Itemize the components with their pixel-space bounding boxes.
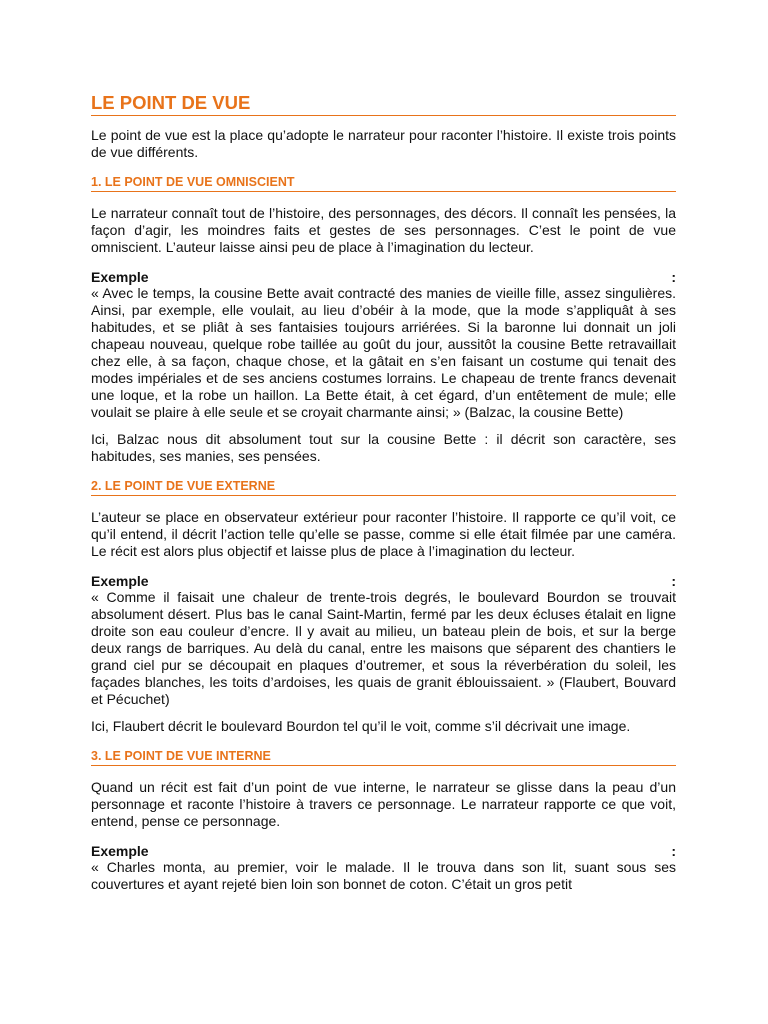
example-label: Exemple	[91, 843, 149, 859]
example-label-row	[91, 269, 676, 285]
section-heading: 3. LE POINT DE VUE INTERNE	[91, 749, 676, 766]
document-page	[91, 92, 676, 903]
intro-paragraph: Le point de vue est la place qu’adopte le narrateur pour raconter l’histoire. Il existe trois points de vue différents.	[91, 127, 676, 160]
section-externe	[91, 479, 676, 735]
example-label-row	[91, 843, 676, 859]
section-comment: Ici, Flaubert décrit le boulevard Bourdon tel qu’il le voit, comme s’il décrivait une image.	[91, 718, 631, 734]
page-title: LE POINT DE VUE	[91, 92, 676, 116]
example-label: Exemple	[91, 573, 149, 589]
section-description: Quand un récit est fait d’un point de vue interne, le narrateur se glisse dans la peau d’un personnage et raconte l’histoire à travers ce personnage. Le narrateur rapporte ce que voit, entend, pense ce personnage.	[91, 779, 676, 829]
example-quote: « Comme il faisait une chaleur de trente-trois degrés, le boulevard Bourdon se trouvait absolument désert. Plus bas le canal Saint-Martin, fermé par les deux écluses étalait en ligne droite son eau couleur d’encre. Il y avait au milieu, un bateau plein de bois, et sur la berge deux rangs de barriques. Au delà du canal, entre les maisons que séparent des chantiers le grand ciel pur se découpait en plaques d’outremer, et sous la réverbération du soleil, les façades blanches, les toits d’ardoises, les quais de granit éblouissaient. » (Flaubert, Bouvard et Pécuchet)	[91, 589, 676, 707]
example-label: Exemple	[91, 269, 149, 285]
section-omniscient	[91, 175, 676, 465]
section-description: L’auteur se place en observateur extérieur pour raconter l’histoire. Il rapporte ce qu’il voit, ce qu’il entend, il décrit l’action telle qu’elle se passe, comme si elle était filmée par une caméra. Le récit est alors plus objectif et laisse plus de place à l’imagination du lecteur.	[91, 509, 676, 559]
example-quote: « Avec le temps, la cousine Bette avait contracté des manies de vieille fille, assez singulières. Ainsi, par exemple, elle voulait, au lieu d’obéir à la mode, que la mode s’appliquât à ses habitudes, et se pliât à ses fantaisies toujours arriérées. Si la baronne lui donnait un joli chapeau nouveau, quelque robe taillée au goût du jour, aussitôt la cousine Bette retravaillait chez elle, à sa façon, chaque chose, et la gâtait en s’en faisant un costume qui tenait des modes impériales et de ses anciens costumes lorrains. Le chapeau de trente francs devenait une loque, et la robe un haillon. La Bette était, à cet égard, d’un entêtement de mule; elle voulait se plaire à elle seule et se croyait charmante ainsi; » (Balzac, la cousine Bette)	[91, 285, 676, 420]
section-heading: 2. LE POINT DE VUE EXTERNE	[91, 479, 676, 496]
example-colon: :	[671, 843, 676, 859]
example-colon: :	[671, 269, 676, 285]
section-description: Le narrateur connaît tout de l’histoire, des personnages, des décors. Il connaît les pensées, la façon d’agir, les moindres faits et gestes de ses personnages. C’est le point de vue omniscient. L’auteur laisse ainsi peu de place à l’imagination du lecteur.	[91, 205, 676, 255]
section-interne	[91, 749, 676, 893]
section-comment: Ici, Balzac nous dit absolument tout sur la cousine Bette : il décrit son caractère, ses habitudes, ses manies, ses pensées.	[91, 431, 676, 464]
example-colon: :	[671, 573, 676, 589]
example-quote: « Charles monta, au premier, voir le malade. Il le trouva dans son lit, suant sous ses couvertures et ayant rejeté bien loin son bonnet de coton. C’était un gros petit	[91, 859, 676, 892]
example-label-row	[91, 573, 676, 589]
section-heading: 1. LE POINT DE VUE OMNISCIENT	[91, 175, 676, 192]
